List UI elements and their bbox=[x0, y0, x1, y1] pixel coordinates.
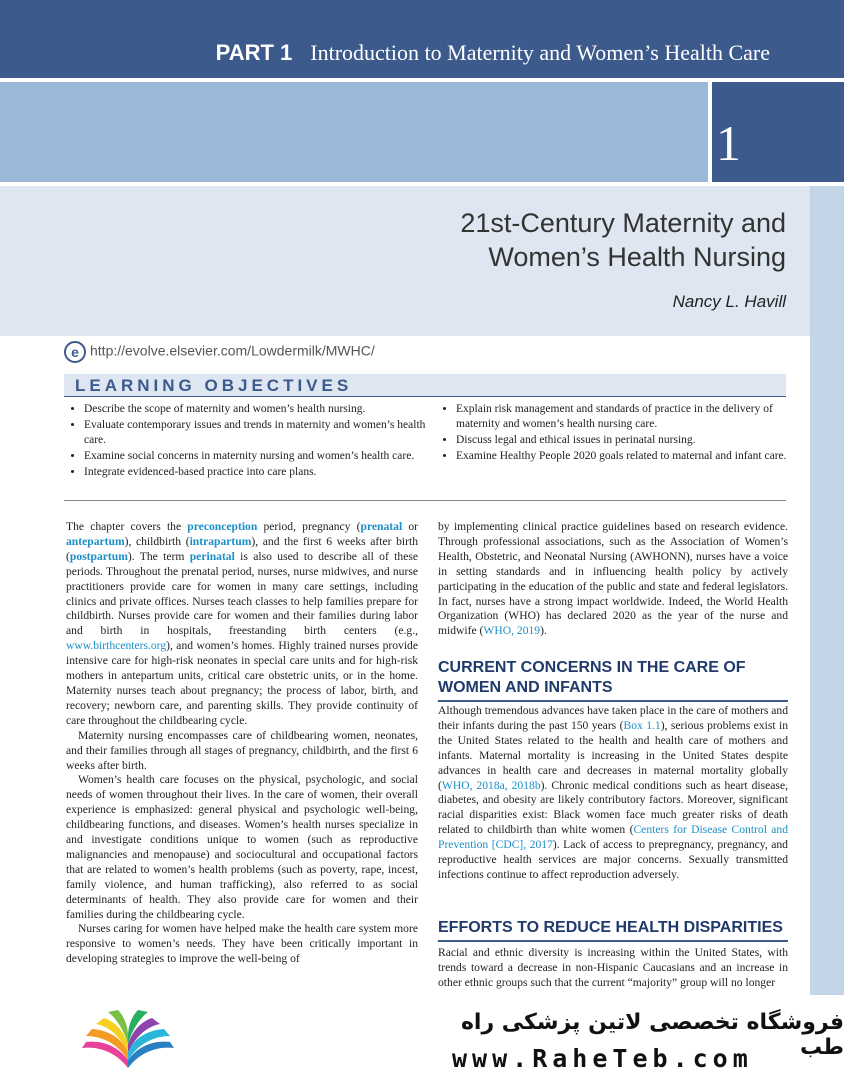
header-bar bbox=[0, 0, 844, 78]
keyword-prenatal[interactable]: prenatal bbox=[360, 520, 403, 533]
paragraph: Nurses caring for women have helped make the health care system more responsive to women’s needs. They have been critically important in developing strategies to improve the well-being of bbox=[66, 922, 418, 966]
paragraph: Maternity nursing encompasses care of childbearing women, neonates, and their families through all stages of pregnancy, childbirth, and the first 6 weeks after birth. bbox=[66, 728, 418, 772]
objectives-list-left bbox=[66, 402, 434, 481]
chapter-title-line-2: Women’s Health Nursing bbox=[488, 242, 786, 272]
birthcenters-link[interactable]: www.birthcenters.org bbox=[66, 639, 167, 653]
keyword-postpartum[interactable]: postpartum bbox=[69, 549, 128, 563]
chapter-title bbox=[266, 206, 786, 274]
keyword-antepartum[interactable]: antepartum bbox=[66, 534, 125, 548]
objective-item: • Discuss legal and ethical issues in perinatal nursing. bbox=[456, 433, 806, 448]
body-column-right-bottom bbox=[438, 946, 788, 998]
book-logo-icon bbox=[78, 1002, 178, 1074]
body-column-right-mid bbox=[438, 704, 788, 883]
paragraph: by implementing clinical practice guidelines based on research evidence. Through professional associations, such as the Association of Women’s Health, Obstetric, and Neonatal Nursing (AWHONN), nurses have a voice in setting standards and in influencing health policy by actively participating in the education of the public and state and federal legislators. In fact, nurses have a strong impact worldwide. Indeed, the World Health Organization (WHO) has declared 2020 as the year of the nurse and midwife (WHO, 2019). bbox=[438, 520, 788, 638]
paragraph: Women’s health care focuses on the physical, psychologic, and social needs of women throughout their lives. In the care of women, their overall experience is emphasized: general physical and psychologic well-being, childbearing functions, and diseases. Women’s health nurses specialize in and investigate conditions unique to women (such as reproductive malignancies and menopause) and sociocultural and occupational factors that are related to women’s health problems (such as poverty, rape, incest, family violence, and human trafficking), also referred to as social determinants of health. They also provide care for women and their families during the childbearing cycle. bbox=[66, 773, 418, 921]
paragraph: Racial and ethnic diversity is increasing within the United States, with trends toward a decrease in non-Hispanic Caucasians and an increase in other ethnic groups such that the current “majority” group will no longer bbox=[438, 946, 788, 989]
objective-item: • Explain risk management and standards of practice in the delivery of maternity and women’s health nursing care. bbox=[456, 402, 806, 432]
store-url[interactable]: www.RaheTeb.com bbox=[452, 1044, 753, 1073]
side-strip bbox=[810, 186, 844, 1080]
paragraph: The chapter covers the preconception period, pregnancy (prenatal or antepartum), childbirth (intrapartum), and the first 6 weeks after birth (postpartum). The term perinatal is also used to describe all of these periods. Throughout the prenatal period, nurses, nurse midwives, and nurse practitioners provide care for women in many care settings, including clinics and private offices. Nurses teach classes to help families prepare for childbirth. Nurses provide care for women and their families during labor and birth in hospitals, freestanding birth centers (e.g., www.birthcenters.org), and women’s homes. Highly trained nurses provide intensive care for high-risk neonates in special care units and for high-risk mothers in antepartum units, critical care obstetric units, or in the home. Maternity nurses teach about pregnancy; the process of labor, birth, and recovery; newborn care, and parenting skills. They provide continuity of care throughout the childbearing cycle. bbox=[66, 520, 418, 727]
learning-objectives-title: LEARNING OBJECTIVES bbox=[75, 376, 353, 395]
objectives-list-right bbox=[438, 402, 806, 465]
objective-item: • Evaluate contemporary issues and trends in maternity and women’s health care. bbox=[84, 418, 434, 448]
evolve-link[interactable] bbox=[64, 341, 375, 363]
divider bbox=[64, 500, 786, 501]
chapter-number: 1 bbox=[716, 115, 741, 171]
section-heading-disparities: EFFORTS TO REDUCE HEALTH DISPARITIES bbox=[438, 918, 788, 942]
keyword-perinatal[interactable]: perinatal bbox=[189, 549, 235, 563]
citation-link[interactable]: WHO, 2019 bbox=[483, 624, 541, 638]
part-header bbox=[216, 40, 770, 66]
body-column-right-top bbox=[438, 520, 788, 639]
author: Nancy L. Havill bbox=[672, 292, 786, 311]
chapter-title-line-1: 21st-Century Maternity and bbox=[460, 208, 786, 238]
evolve-url[interactable]: http://evolve.elsevier.com/Lowdermilk/MWHC/ bbox=[90, 342, 375, 359]
objective-item: • Integrate evidenced-based practice into care plans. bbox=[84, 465, 434, 480]
header-band bbox=[0, 82, 708, 182]
section-heading-concerns: CURRENT CONCERNS IN THE CARE OF WOMEN AND INFANTS bbox=[438, 658, 788, 702]
keyword-intrapartum[interactable]: intrapartum bbox=[189, 534, 252, 548]
box-link[interactable]: Box 1.1 bbox=[623, 718, 661, 732]
citation-link[interactable]: Centers for Disease Control and Prevention [CDC], 2017 bbox=[438, 823, 789, 852]
store-name: فروشگاه تخصصی لاتین پزشکی راه طب bbox=[460, 1010, 844, 1060]
objective-item: • Examine Healthy People 2020 goals related to maternal and infant care. bbox=[456, 449, 806, 464]
evolve-icon: e bbox=[64, 341, 86, 363]
paragraph: Although tremendous advances have taken place in the care of mothers and their infants during the past 150 years (Box 1.1), serious problems exist in the United States related to the health and health care of mothers and infants. Maternal mortality is increasing in the United States despite advances in health care and decreases in maternal mortality globally (WHO, 2018a, 2018b). Chronic medical conditions such as heart disease, diabetes, and obesity are likely contributory factors. Moreover, significant racial disparities exist: Black women face much greater risks of death related to childbirth than white women (Centers for Disease Control and Prevention [CDC], 2017). Lack of access to prepregnancy, pregnancy, and reproductive health services are major concerns. Sexually transmitted infections continue to affect reproduction adversely. bbox=[438, 704, 789, 881]
part-title: Introduction to Maternity and Women’s Health Care bbox=[310, 40, 770, 65]
citation-link[interactable]: WHO, 2018a, 2018b bbox=[441, 778, 541, 792]
objective-item: • Examine social concerns in maternity nursing and women’s health care. bbox=[84, 449, 434, 464]
body-column-left bbox=[66, 520, 418, 1000]
part-label: PART 1 bbox=[215, 40, 293, 65]
objective-item: • Describe the scope of maternity and women’s health nursing. bbox=[84, 402, 434, 417]
keyword-preconception[interactable]: preconception bbox=[187, 520, 258, 533]
